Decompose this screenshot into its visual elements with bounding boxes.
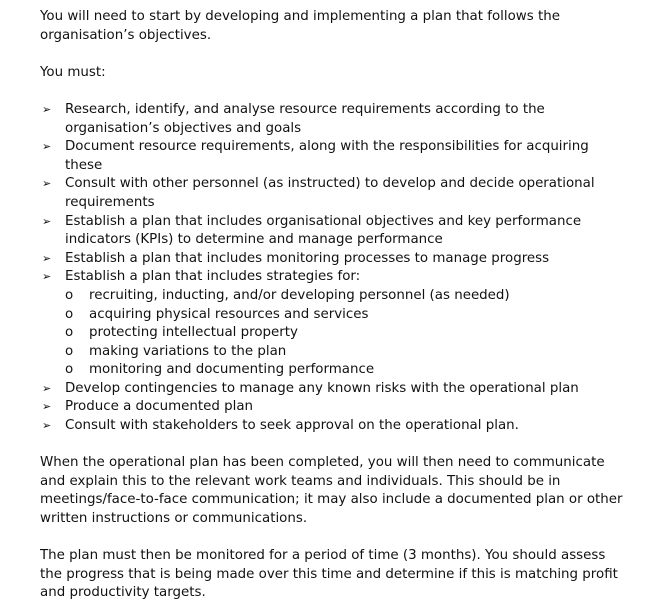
task-item: ➢ Consult with other personnel (as instructed) to develop and decide operational requirements (42, 176, 595, 210)
task-item: ➢ Produce a documented plan (40, 398, 630, 417)
task-item: ➢ Establish a plan that includes organisational objectives and key performance indicators (KPIs) to determine and manage performance (42, 213, 582, 248)
circle-bullet-icon: o (65, 287, 74, 303)
task-item: ➢ Establish a plan that includes strategies for: o recruiting, inducting, and/or developing personnel (as needed) o acquiring physical resources and services o protecting intellectual property o making variations to the plan o monitoring and documenting performance (40, 268, 630, 380)
strategy-item: o monitoring and documenting performance (65, 361, 630, 380)
intro-paragraph: You will need to start by developing and implementing a plan that follows the organisation’s objectives. (40, 9, 560, 43)
arrow-bullet-icon: ➢ (42, 214, 52, 228)
task-item: ➢ Research, identify, and analyse resource requirements according to the organisation’s objectives and goals (42, 101, 545, 136)
arrow-bullet-icon: ➢ (42, 251, 52, 265)
spacer (40, 436, 630, 455)
task-item: ➢ Establish a plan that includes monitoring processes to manage progress (40, 250, 630, 269)
arrow-bullet-icon: ➢ (42, 102, 52, 116)
communicate-paragraph: When the operational plan has been completed, you will then need to communicate and explain this to the relevant work teams and individuals. This should be in meetings/face-to-face communication; it may also include a documented plan or other written instructions or communications. (40, 455, 623, 527)
document (40, 8, 630, 603)
monitor-paragraph: The plan must then be monitored for a period of time (3 months). You should assess the progress that is being made over this time and determine if this is matching profit and productivity targets. (40, 548, 618, 601)
strategy-sublist (65, 287, 630, 380)
strategy-item: o acquiring physical resources and services (65, 306, 630, 325)
circle-bullet-icon: o (65, 325, 74, 341)
circle-bullet-icon: o (65, 362, 74, 378)
task-list (40, 101, 630, 436)
spacer (40, 45, 630, 64)
strategy-item: o making variations to the plan (65, 343, 630, 362)
task-item: ➢ Consult with stakeholders to seek approval on the operational plan. (40, 417, 630, 436)
arrow-bullet-icon: ➢ (42, 400, 52, 414)
strategy-item: o protecting intellectual property (65, 324, 630, 343)
spacer (40, 82, 630, 101)
circle-bullet-icon: o (65, 343, 74, 359)
arrow-bullet-icon: ➢ (42, 381, 52, 395)
task-item: ➢ Develop contingencies to manage any known risks with the operational plan (40, 380, 630, 399)
arrow-bullet-icon: ➢ (42, 270, 52, 284)
arrow-bullet-icon: ➢ (42, 177, 52, 191)
arrow-bullet-icon: ➢ (42, 140, 52, 154)
you-must-heading: You must: (40, 64, 106, 80)
circle-bullet-icon: o (65, 306, 74, 322)
strategy-item: o recruiting, inducting, and/or developing personnel (as needed) (65, 287, 630, 306)
task-item: ➢ Document resource requirements, along with the responsibilities for acquiring these (42, 139, 589, 173)
spacer (40, 529, 630, 548)
arrow-bullet-icon: ➢ (42, 419, 52, 433)
